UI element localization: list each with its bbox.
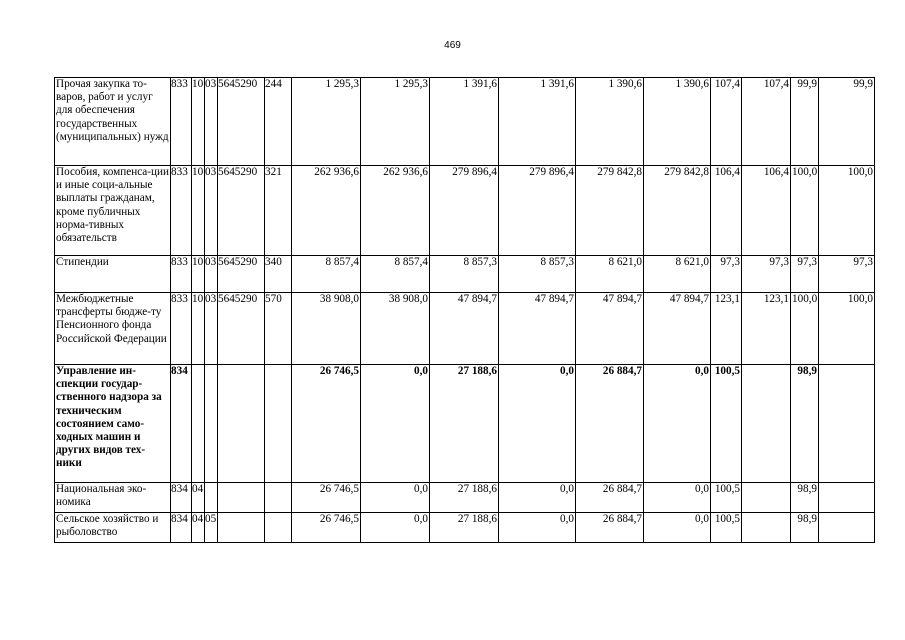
cell-refined-amount-subvention: 1 391,6 <box>499 78 576 166</box>
cell-approved-amount: 26 746,5 <box>292 513 361 543</box>
table-row <box>55 78 875 166</box>
cell-target-article-code <box>218 365 265 483</box>
cell-refined-amount-subvention: 47 894,7 <box>499 293 576 365</box>
cell-executed-amount: 279 842,8 <box>576 166 644 256</box>
cell-approved-amount-subvention: 8 857,4 <box>361 256 430 293</box>
cell-executed-amount-subvention: 0,0 <box>644 483 711 513</box>
cell-percent-to-approved: 100,5 <box>711 513 742 543</box>
cell-refined-amount: 47 894,7 <box>430 293 499 365</box>
table-row <box>55 483 875 513</box>
cell-section-code: 04 <box>192 513 205 543</box>
cell-percent-to-refined-subvention: 97,3 <box>819 256 875 293</box>
cell-percent-to-approved-subvention: 97,3 <box>742 256 791 293</box>
cell-percent-to-refined-subvention: 99,9 <box>819 78 875 166</box>
cell-section-code: 10 <box>192 78 205 166</box>
cell-percent-to-refined: 99,9 <box>791 78 819 166</box>
cell-executed-amount-subvention: 0,0 <box>644 513 711 543</box>
cell-percent-to-refined-subvention <box>819 483 875 513</box>
cell-target-article-code: 5645290 <box>218 166 265 256</box>
cell-executed-amount: 47 894,7 <box>576 293 644 365</box>
cell-refined-amount: 279 896,4 <box>430 166 499 256</box>
cell-target-article-code: 5645290 <box>218 78 265 166</box>
cell-percent-to-approved-subvention: 123,1 <box>742 293 791 365</box>
cell-subsection-code: 03 <box>205 78 218 166</box>
cell-ministry-code: 833 <box>171 256 192 293</box>
cell-percent-to-refined: 97,3 <box>791 256 819 293</box>
cell-refined-amount-subvention: 279 896,4 <box>499 166 576 256</box>
cell-ministry-code: 833 <box>171 78 192 166</box>
cell-approved-amount-subvention: 38 908,0 <box>361 293 430 365</box>
cell-target-article-code: 5645290 <box>218 256 265 293</box>
cell-refined-amount: 27 188,6 <box>430 513 499 543</box>
cell-expense-type-code: 321 <box>265 166 292 256</box>
cell-executed-amount-subvention: 1 390,6 <box>644 78 711 166</box>
cell-approved-amount-subvention: 0,0 <box>361 483 430 513</box>
cell-ministry-code: 833 <box>171 166 192 256</box>
cell-executed-amount: 26 884,7 <box>576 365 644 483</box>
cell-subsection-code: 03 <box>205 256 218 293</box>
cell-percent-to-approved-subvention <box>742 365 791 483</box>
cell-target-article-code <box>218 483 265 513</box>
cell-percent-to-approved-subvention <box>742 483 791 513</box>
cell-percent-to-approved: 97,3 <box>711 256 742 293</box>
cell-percent-to-refined-subvention <box>819 365 875 483</box>
cell-percent-to-approved-subvention: 106,4 <box>742 166 791 256</box>
cell-executed-amount: 1 390,6 <box>576 78 644 166</box>
cell-section-code: 10 <box>192 293 205 365</box>
cell-expense-type-code <box>265 513 292 543</box>
cell-executed-amount: 26 884,7 <box>576 513 644 543</box>
table-body <box>55 78 875 543</box>
cell-refined-amount: 1 391,6 <box>430 78 499 166</box>
cell-ministry-code: 834 <box>171 365 192 483</box>
cell-approved-amount: 26 746,5 <box>292 365 361 483</box>
budget-table <box>54 77 875 543</box>
cell-percent-to-refined-subvention: 100,0 <box>819 293 875 365</box>
table-row <box>55 365 875 483</box>
cell-percent-to-refined: 100,0 <box>791 166 819 256</box>
cell-approved-amount: 262 936,6 <box>292 166 361 256</box>
cell-subsection-code <box>205 365 218 483</box>
cell-percent-to-approved-subvention <box>742 513 791 543</box>
cell-expense-type-code <box>265 365 292 483</box>
cell-ministry-code: 834 <box>171 483 192 513</box>
cell-approved-amount: 38 908,0 <box>292 293 361 365</box>
cell-row-name: Пособия, компенса-ции и иные соци-альные выплаты гражданам, кроме публичных норма-тивных обязательств <box>55 166 171 256</box>
cell-percent-to-refined: 98,9 <box>791 513 819 543</box>
cell-percent-to-refined: 98,9 <box>791 483 819 513</box>
cell-subsection-code: 05 <box>205 513 218 543</box>
cell-percent-to-approved: 123,1 <box>711 293 742 365</box>
cell-percent-to-approved: 106,4 <box>711 166 742 256</box>
cell-row-name: Межбюджетные трансферты бюдже-ту Пенсионного фонда Российской Федерации <box>55 293 171 365</box>
cell-subsection-code: 03 <box>205 166 218 256</box>
cell-refined-amount: 27 188,6 <box>430 483 499 513</box>
cell-expense-type-code: 570 <box>265 293 292 365</box>
cell-row-name: Национальная эко-номика <box>55 483 171 513</box>
cell-row-name: Прочая закупка то-варов, работ и услуг для обеспечения государственных (муниципальных) нужд <box>55 78 171 166</box>
cell-approved-amount: 8 857,4 <box>292 256 361 293</box>
cell-section-code: 10 <box>192 256 205 293</box>
cell-refined-amount: 27 188,6 <box>430 365 499 483</box>
cell-percent-to-refined-subvention <box>819 513 875 543</box>
cell-refined-amount: 8 857,3 <box>430 256 499 293</box>
cell-percent-to-approved: 100,5 <box>711 483 742 513</box>
cell-ministry-code: 833 <box>171 293 192 365</box>
cell-approved-amount-subvention: 262 936,6 <box>361 166 430 256</box>
cell-percent-to-refined: 98,9 <box>791 365 819 483</box>
cell-section-code <box>192 365 205 483</box>
cell-subsection-code <box>205 483 218 513</box>
cell-percent-to-approved: 100,5 <box>711 365 742 483</box>
cell-percent-to-refined: 100,0 <box>791 293 819 365</box>
cell-target-article-code: 5645290 <box>218 293 265 365</box>
cell-executed-amount-subvention: 0,0 <box>644 365 711 483</box>
table-row <box>55 513 875 543</box>
cell-refined-amount-subvention: 0,0 <box>499 365 576 483</box>
cell-executed-amount-subvention: 8 621,0 <box>644 256 711 293</box>
cell-section-code: 10 <box>192 166 205 256</box>
cell-approved-amount-subvention: 1 295,3 <box>361 78 430 166</box>
cell-expense-type-code <box>265 483 292 513</box>
cell-subsection-code: 03 <box>205 293 218 365</box>
cell-percent-to-refined-subvention: 100,0 <box>819 166 875 256</box>
cell-refined-amount-subvention: 0,0 <box>499 513 576 543</box>
cell-executed-amount-subvention: 279 842,8 <box>644 166 711 256</box>
cell-percent-to-approved-subvention: 107,4 <box>742 78 791 166</box>
cell-target-article-code <box>218 513 265 543</box>
cell-executed-amount: 8 621,0 <box>576 256 644 293</box>
cell-row-name: Стипендии <box>55 256 171 293</box>
cell-approved-amount-subvention: 0,0 <box>361 513 430 543</box>
table-row <box>55 166 875 256</box>
cell-executed-amount: 26 884,7 <box>576 483 644 513</box>
cell-approved-amount: 1 295,3 <box>292 78 361 166</box>
cell-percent-to-approved: 107,4 <box>711 78 742 166</box>
cell-row-name: Сельское хозяйство и рыболовство <box>55 513 171 543</box>
cell-expense-type-code: 340 <box>265 256 292 293</box>
cell-refined-amount-subvention: 8 857,3 <box>499 256 576 293</box>
cell-approved-amount-subvention: 0,0 <box>361 365 430 483</box>
cell-approved-amount: 26 746,5 <box>292 483 361 513</box>
page-number: 469 <box>444 40 461 51</box>
table-row <box>55 256 875 293</box>
cell-expense-type-code: 244 <box>265 78 292 166</box>
cell-ministry-code: 834 <box>171 513 192 543</box>
cell-executed-amount-subvention: 47 894,7 <box>644 293 711 365</box>
cell-section-code: 04 <box>192 483 205 513</box>
cell-row-name: Управление ин-спекции государ-ственного надзора за техническим состоянием само-ходных машин и других видов тех-ники <box>55 365 171 483</box>
table-row <box>55 293 875 365</box>
cell-refined-amount-subvention: 0,0 <box>499 483 576 513</box>
